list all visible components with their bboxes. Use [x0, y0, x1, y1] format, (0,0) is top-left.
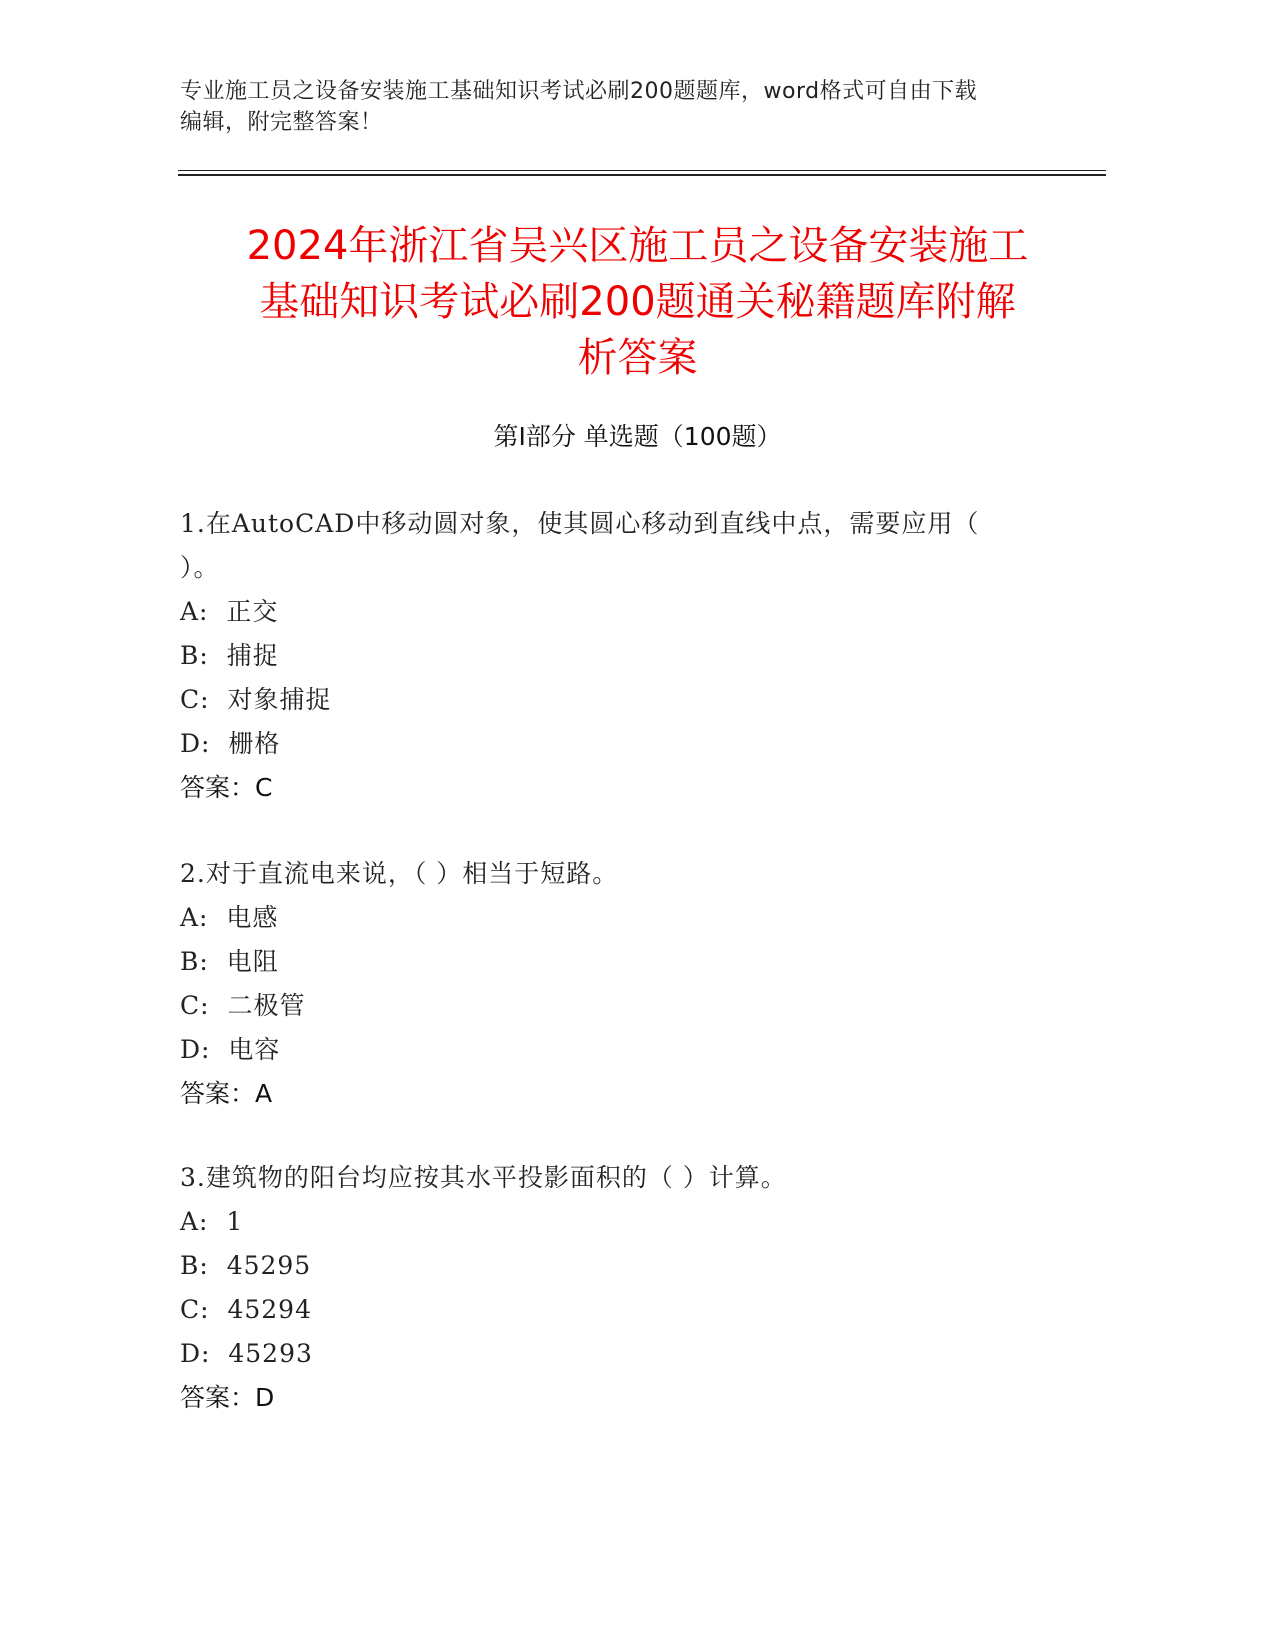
question-3-option-c: C: 45294 — [180, 1295, 312, 1324]
header-note — [180, 76, 1060, 138]
question-3-stem-line-1: 3.建筑物的阳台均应按其水平投影面积的（ ）计算。 — [180, 1163, 787, 1192]
question-1-option-b: B: 捕捉 — [180, 641, 279, 670]
question-2-option-a: A: 电感 — [180, 903, 279, 932]
question-1-answer: 答案：C — [180, 773, 273, 802]
question-2-stem-line-1: 2.对于直流电来说，（ ）相当于短路。 — [180, 859, 619, 888]
header-rule-thick — [178, 174, 1106, 176]
question-3-option-d: D: 45293 — [180, 1339, 313, 1368]
question-3-option-b: B: 45295 — [180, 1251, 312, 1280]
header-note-line-1: 专业施工员之设备安装施工基础知识考试必刷200题题库，word格式可自由下载 — [180, 79, 978, 104]
document-title-line-1: 2024年浙江省吴兴区施工员之设备安装施工 — [246, 223, 1029, 269]
question-2 — [180, 852, 1050, 1116]
question-3-option-a: A: 1 — [180, 1207, 244, 1236]
question-2-option-b: B: 电阻 — [180, 947, 279, 976]
question-3-answer: 答案：D — [180, 1383, 275, 1412]
question-1 — [180, 502, 1050, 810]
question-1-option-c: C: 对象捕捉 — [180, 685, 332, 714]
document-title-line-3: 析答案 — [577, 335, 698, 381]
header-rule-thin — [178, 170, 1106, 171]
question-1-option-d: D: 栅格 — [180, 729, 281, 758]
question-1-stem-line-2: ）。 — [180, 553, 220, 582]
document-title-line-2: 基础知识考试必刷200题通关秘籍题库附解 — [259, 279, 1016, 325]
question-1-stem-line-1: 1.在AutoCAD中移动圆对象，使其圆心移动到直线中点，需要应用（ — [180, 509, 980, 538]
question-2-option-d: D: 电容 — [180, 1035, 281, 1064]
question-2-answer: 答案：A — [180, 1079, 273, 1108]
document-title — [150, 218, 1125, 386]
question-3 — [180, 1156, 1050, 1420]
question-2-option-c: C: 二极管 — [180, 991, 306, 1020]
question-1-option-a: A: 正交 — [180, 597, 279, 626]
header-note-line-2: 编辑，附完整答案！ — [180, 110, 383, 135]
section-title: 第Ⅰ部分 单选题（100题） — [493, 422, 782, 451]
